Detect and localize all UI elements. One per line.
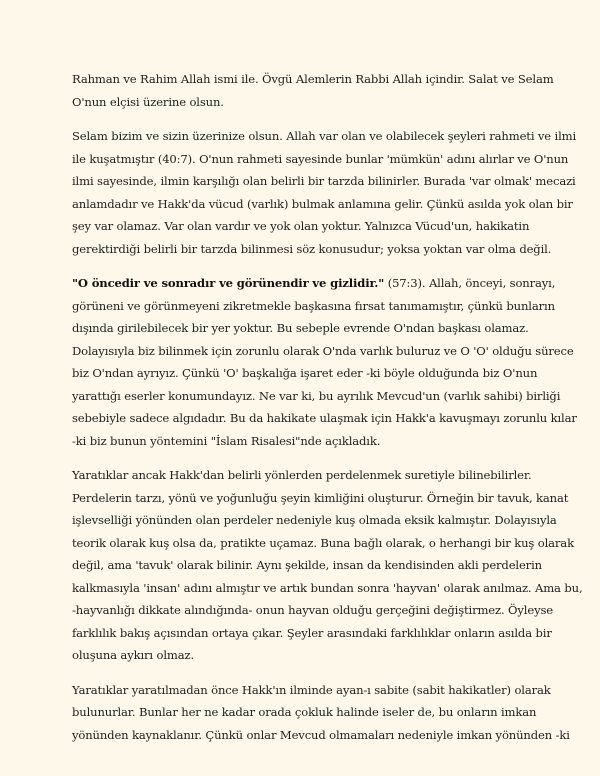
paragraph-verse [72, 272, 577, 452]
text-line: sebebiyle sadece algıdadır. Bu da hakikate ulaşmak için Hakk'a kavuşmayı zorunlu kılar [72, 411, 577, 425]
text-line-verse [72, 272, 556, 295]
text-line: teorik olarak kuş olsa da, pratikte uçamaz. Buna bağlı olarak, o herhangi bir kuş olarak [72, 535, 574, 550]
verse-reference: (57:3). Allah, önceyi, sonrayı, [384, 276, 556, 290]
text-line: Dolayısıyla biz bilinmek için zorunlu olarak O'nda varlık buluruz ve O 'O' olduğu sürece [72, 343, 574, 358]
text-line: -hayvanlığı dikkate alındığında- onun hayvan olduğu gerçeğini değiştirmez. Öyleyse [72, 603, 553, 617]
verse-quote: "O öncedir ve sonradır ve görünendir ve gizlidir." [72, 276, 385, 290]
text-line: gerektirdiği belirli bir tarzda bilinmesi söz konusudur; yoksa yoktan var olma değil. [72, 241, 552, 256]
text-line: ile kuşatmıştır (40:7). O'nun rahmeti sayesinde bunlar 'mümkün' adını alırlar ve O'nun [72, 151, 569, 166]
paragraph-opening [72, 68, 554, 113]
text-line: Selam bizim ve sizin üzerinize olsun. Allah var olan ve olabilecek şeyleri rahmeti ve ilmi [72, 129, 577, 143]
paragraph-ayan [72, 679, 570, 747]
text-line: şey var olamaz. Var olan vardır ve yok olan yoktur. Yalnızca Vücud'un, hakikatin [72, 219, 530, 233]
text-line: Yaratıklar ancak Hakk'dan belirli yönlerden perdelenmek suretiyle bilinebilirler. [72, 468, 532, 482]
text-line: dışında girilebilecek bir yer yoktur. Bu sebeple evrende O'ndan başkası olamaz. [72, 321, 529, 335]
text-line: kalkmasıyla 'insan' adını almıştır ve artık bundan sonra 'hayvan' olarak anılmaz. Ama bu, [72, 580, 583, 595]
text-line: işlevselliği yönünden olan perdeler nedeniyle kuş olmada eksik kalmıştır. Dolayısıyla [72, 513, 557, 527]
text-line: yarattığı eserler konumundayız. Ne var ki, bu ayrılık Mevcud'un (varlık sahibi) birliği [72, 388, 561, 403]
paragraph-creatures [72, 464, 583, 667]
text-line: değil, ama 'tavuk' olarak bilinir. Aynı şekilde, insan da kendisinden akli perdelerin [72, 558, 542, 572]
text-line: oluşuna aykırı olmaz. [72, 648, 195, 662]
paragraph-greeting [72, 125, 577, 260]
text-line: biz O'ndan ayrıyız. Çünkü 'O' başkalığa işaret eder -ki böyle olduğunda biz O'nun [72, 366, 538, 380]
text-line: Yaratıklar yaratılmadan önce Hakk'ın ilminde ayan-ı sabite (sabit hakikatler) olarak [72, 682, 551, 697]
text-line: farklılık bakış açısından ortaya çıkar. Şeyler arasındaki farklılıklar onların asılda bir [72, 625, 552, 640]
text-line: ilmi sayesinde, ilmin karşılığı olan belirli bir tarzda bilinirler. Burada 'var olmak' mecazi [72, 174, 576, 188]
document-body [72, 68, 583, 758]
text-line: -ki biz bunun yöntemini "İslam Risalesi"nde açıkladık. [72, 433, 381, 448]
text-line: yönünden kaynaklanır. Çünkü onlar Mevcud olmamaları nedeniyle imkan yönünden -ki [72, 727, 570, 742]
text-line: Rahman ve Rahim Allah ismi ile. Övgü Alemlerin Rabbi Allah içindir. Salat ve Selam [72, 72, 554, 86]
text-line: O'nun elçisi üzerine olsun. [72, 94, 224, 109]
text-line: anlamdadır ve Hakk'da vücud (varlık) bulmak anlamına gelir. Çünkü asılda yok olan bir [72, 196, 573, 211]
text-line: görüneni ve görünmeyeni zikretmekle başkasına fırsat tanımamıştır, çünkü bunların [72, 298, 555, 313]
text-line: bulunurlar. Bunlar her ne kadar orada çokluk halinde iseler de, bu onların imkan [72, 705, 537, 719]
text-line: Perdelerin tarzı, yönü ve yoğunluğu şeyin kimliğini oluşturur. Örneğin bir tavuk, kanat [72, 490, 569, 505]
